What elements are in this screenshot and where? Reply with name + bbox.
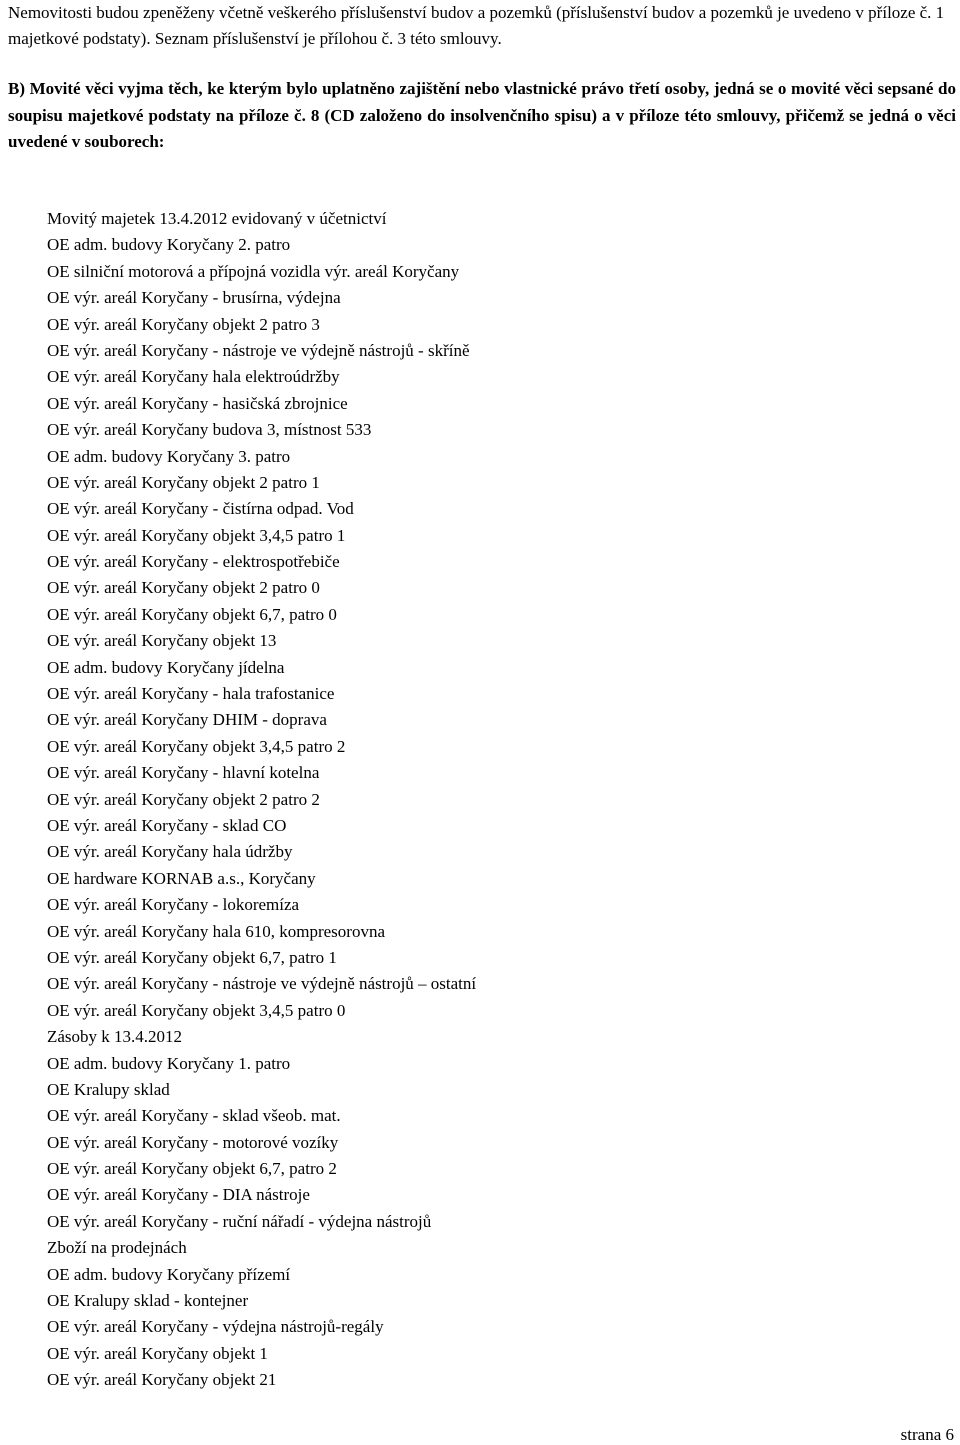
intro-text: Nemovitosti budou zpeněženy včetně veškerého příslušenství budov a pozemků (příslušenství budov a pozemků je uvedeno v příloze č. 1 majetkové podstaty). Seznam příslušenství je přílohou č. 3 této smlouvy. <box>8 3 945 48</box>
asset-list-item: OE silniční motorová a přípojná vozidla výr. areál Koryčany <box>47 261 460 281</box>
asset-list-item: OE výr. areál Koryčany - sklad všeob. mat. <box>47 1106 341 1126</box>
asset-list-item: OE výr. areál Koryčany - sklad CO <box>47 815 287 835</box>
asset-list-item: OE výr. areál Koryčany - elektrospotřebiče <box>47 552 340 572</box>
asset-list-item: OE výr. areál Koryčany objekt 3,4,5 patro 0 <box>47 1000 346 1020</box>
asset-list-item: OE výr. areál Koryčany objekt 1 <box>47 1343 268 1363</box>
section-b-paragraph <box>8 76 956 156</box>
asset-list-item: OE Kralupy sklad - kontejner <box>47 1291 249 1311</box>
asset-list-item: OE výr. areál Koryčany hala elektroúdržby <box>47 367 340 387</box>
asset-list-item: OE výr. areál Koryčany - hlavní kotelna <box>47 763 320 783</box>
asset-list-item: OE adm. budovy Koryčany 2. patro <box>47 235 291 255</box>
asset-list-item: OE výr. areál Koryčany - čistírna odpad. Vod <box>47 499 354 519</box>
intro-paragraph <box>8 0 956 52</box>
asset-list-item: OE adm. budovy Koryčany přízemí <box>47 1264 291 1284</box>
asset-list-item: Zásoby k 13.4.2012 <box>47 1027 183 1047</box>
asset-list-item: OE adm. budovy Koryčany 3. patro <box>47 446 291 466</box>
asset-list-item: OE výr. areál Koryčany - brusírna, výdejna <box>47 288 341 308</box>
asset-list-item: OE výr. areál Koryčany - hala trafostanice <box>47 684 335 704</box>
asset-list-item: OE adm. budovy Koryčany jídelna <box>47 657 285 677</box>
asset-list-item: OE výr. areál Koryčany objekt 3,4,5 patro 1 <box>47 525 346 545</box>
asset-list-item: OE výr. areál Koryčany - DIA nástroje <box>47 1185 310 1205</box>
asset-list-item: OE výr. areál Koryčany - ruční nářadí - výdejna nástrojů <box>47 1211 432 1231</box>
asset-list-item: OE výr. areál Koryčany - nástroje ve výdejně nástrojů - skříně <box>47 340 470 360</box>
asset-list-item: Movitý majetek 13.4.2012 evidovaný v účetnictví <box>47 209 387 228</box>
asset-list-item: OE výr. areál Koryčany objekt 6,7, patro 2 <box>47 1159 337 1179</box>
asset-list-item: OE výr. areál Koryčany objekt 21 <box>47 1370 277 1390</box>
asset-list-item: OE výr. areál Koryčany objekt 6,7, patro 1 <box>47 947 337 967</box>
asset-list-item: OE výr. areál Koryčany - lokoremíza <box>47 895 300 915</box>
page-number: strana 6 <box>900 1425 954 1444</box>
asset-list-item: OE výr. areál Koryčany objekt 2 patro 0 <box>47 578 320 598</box>
asset-list-item: OE výr. areál Koryčany objekt 2 patro 3 <box>47 314 320 334</box>
asset-list-item: OE výr. areál Koryčany hala 610, kompresorovna <box>47 921 385 941</box>
asset-list-item: OE Kralupy sklad <box>47 1079 170 1099</box>
asset-list-item: OE výr. areál Koryčany - hasičská zbrojnice <box>47 393 348 413</box>
asset-list-item: OE výr. areál Koryčany objekt 3,4,5 patro 2 <box>47 736 346 756</box>
asset-list-item: OE výr. areál Koryčany hala údržby <box>47 842 293 862</box>
asset-list-item: OE výr. areál Koryčany objekt 2 patro 1 <box>47 472 320 492</box>
asset-list-item: OE výr. areál Koryčany objekt 13 <box>47 631 277 651</box>
asset-list-item: OE adm. budovy Koryčany 1. patro <box>47 1053 291 1073</box>
asset-list-item: OE hardware KORNAB a.s., Koryčany <box>47 868 316 888</box>
asset-list-item: OE výr. areál Koryčany - nástroje ve výdejně nástrojů – ostatní <box>47 974 477 994</box>
asset-list-item: OE výr. areál Koryčany - výdejna nástrojů-regály <box>47 1317 384 1337</box>
asset-list-item: OE výr. areál Koryčany objekt 2 patro 2 <box>47 789 320 809</box>
asset-list-item: OE výr. areál Koryčany - motorové vozíky <box>47 1132 339 1152</box>
asset-list-item: OE výr. areál Koryčany objekt 6,7, patro 0 <box>47 604 337 624</box>
asset-list-item: OE výr. areál Koryčany DHIM - doprava <box>47 710 327 730</box>
asset-list-item: OE výr. areál Koryčany budova 3, místnost 533 <box>47 420 372 440</box>
asset-list-item: Zboží na prodejnách <box>47 1238 187 1258</box>
asset-list <box>47 206 927 1394</box>
section-b-text: B) Movité věci vyjma těch, ke kterým bylo uplatněno zajištění nebo vlastnické právo třetí osoby, jedná se o movité věci sepsané do soupisu majetkové podstaty na příloze č. 8 (CD založeno do insolvenčního spisu) a v příloze této smlouvy, přičemž se jedná o věci uvedené v souborech: <box>8 79 956 151</box>
